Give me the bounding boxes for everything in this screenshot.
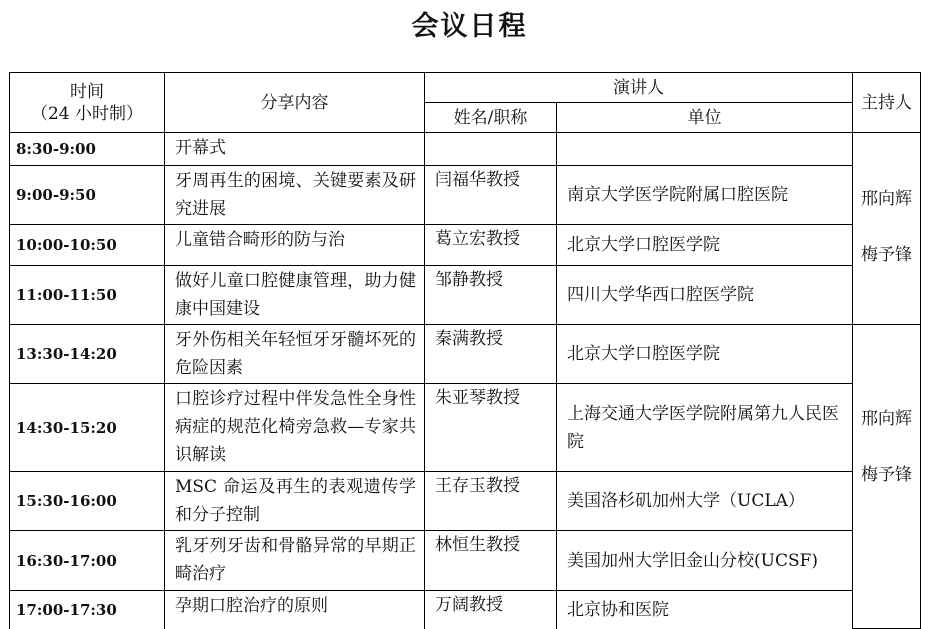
header-name-title: 姓名/职称 bbox=[425, 103, 557, 133]
topic-cell: 牙外伤相关年轻恒牙牙髓坏死的危险因素 bbox=[165, 325, 425, 384]
topic-cell: MSC 命运及再生的表观遗传学和分子控制 bbox=[165, 472, 425, 531]
header-content: 分享内容 bbox=[165, 73, 425, 133]
topic-cell: 开幕式 bbox=[165, 133, 425, 166]
time-cell: 13:30-14:20 bbox=[10, 325, 165, 384]
topic-cell: 乳牙列牙齿和骨骼异常的早期正畸治疗 bbox=[165, 531, 425, 591]
unit-cell: 美国加州大学旧金山分校(UCSF) bbox=[557, 531, 853, 591]
header-host: 主持人 bbox=[853, 73, 921, 133]
unit-cell: 上海交通大学医学院附属第九人民医院 bbox=[557, 384, 853, 472]
host-name: 邢向辉 bbox=[861, 409, 912, 429]
speaker-cell: 林恒生教授 bbox=[425, 531, 557, 591]
header-time-label: 时间 bbox=[70, 81, 104, 102]
header-unit: 单位 bbox=[557, 103, 853, 133]
time-cell: 16:30-17:00 bbox=[10, 531, 165, 591]
time-cell: 9:00-9:50 bbox=[10, 166, 165, 225]
time-cell: 11:00-11:50 bbox=[10, 266, 165, 325]
header-speaker: 演讲人 bbox=[425, 73, 853, 103]
header-row-1 bbox=[10, 73, 921, 103]
speaker-cell: 闫福华教授 bbox=[425, 166, 557, 225]
topic-cell: 口腔诊疗过程中伴发急性全身性病症的规范化椅旁急救—专家共识解读 bbox=[165, 384, 425, 472]
table-row bbox=[10, 133, 921, 166]
topic-cell: 牙周再生的困境、关键要素及研究进展 bbox=[165, 166, 425, 225]
host-cell-morning bbox=[853, 133, 921, 325]
speaker-cell: 朱亚琴教授 bbox=[425, 384, 557, 472]
table-row bbox=[10, 531, 921, 591]
speaker-cell: 王存玉教授 bbox=[425, 472, 557, 531]
speaker-cell: 万阔教授 bbox=[425, 591, 557, 629]
host-name: 梅予锋 bbox=[861, 465, 912, 485]
speaker-cell: 秦满教授 bbox=[425, 325, 557, 384]
speaker-cell: 邹静教授 bbox=[425, 266, 557, 325]
topic-cell: 做好儿童口腔健康管理，助力健康中国建设 bbox=[165, 266, 425, 325]
table-row bbox=[10, 472, 921, 531]
host-name: 梅予锋 bbox=[861, 245, 912, 265]
table-row bbox=[10, 225, 921, 266]
unit-cell: 美国洛杉矶加州大学（UCLA） bbox=[557, 472, 853, 531]
host-name: 邢向辉 bbox=[861, 189, 912, 209]
speaker-cell: 葛立宏教授 bbox=[425, 225, 557, 266]
table-row bbox=[10, 166, 921, 225]
host-cell-afternoon bbox=[853, 325, 921, 629]
time-cell: 15:30-16:00 bbox=[10, 472, 165, 531]
table-row bbox=[10, 384, 921, 472]
speaker-cell bbox=[425, 133, 557, 166]
table-row bbox=[10, 325, 921, 384]
header-time-format: （24 小时制） bbox=[30, 103, 144, 124]
topic-cell: 孕期口腔治疗的原则 bbox=[165, 591, 425, 629]
unit-cell: 南京大学医学院附属口腔医院 bbox=[557, 166, 853, 225]
unit-cell: 北京大学口腔医学院 bbox=[557, 325, 853, 384]
time-cell: 8:30-9:00 bbox=[10, 133, 165, 166]
topic-cell: 儿童错合畸形的防与治 bbox=[165, 225, 425, 266]
unit-cell: 北京协和医院 bbox=[557, 591, 853, 629]
agenda-table bbox=[9, 72, 921, 629]
table-row bbox=[10, 591, 921, 629]
time-cell: 17:00-17:30 bbox=[10, 591, 165, 629]
time-cell: 10:00-10:50 bbox=[10, 225, 165, 266]
unit-cell: 北京大学口腔医学院 bbox=[557, 225, 853, 266]
time-cell: 14:30-15:20 bbox=[10, 384, 165, 472]
header-time bbox=[10, 73, 165, 133]
table-row bbox=[10, 266, 921, 325]
page-title: 会议日程 bbox=[411, 11, 528, 42]
unit-cell bbox=[557, 133, 853, 166]
unit-cell: 四川大学华西口腔医学院 bbox=[557, 266, 853, 325]
